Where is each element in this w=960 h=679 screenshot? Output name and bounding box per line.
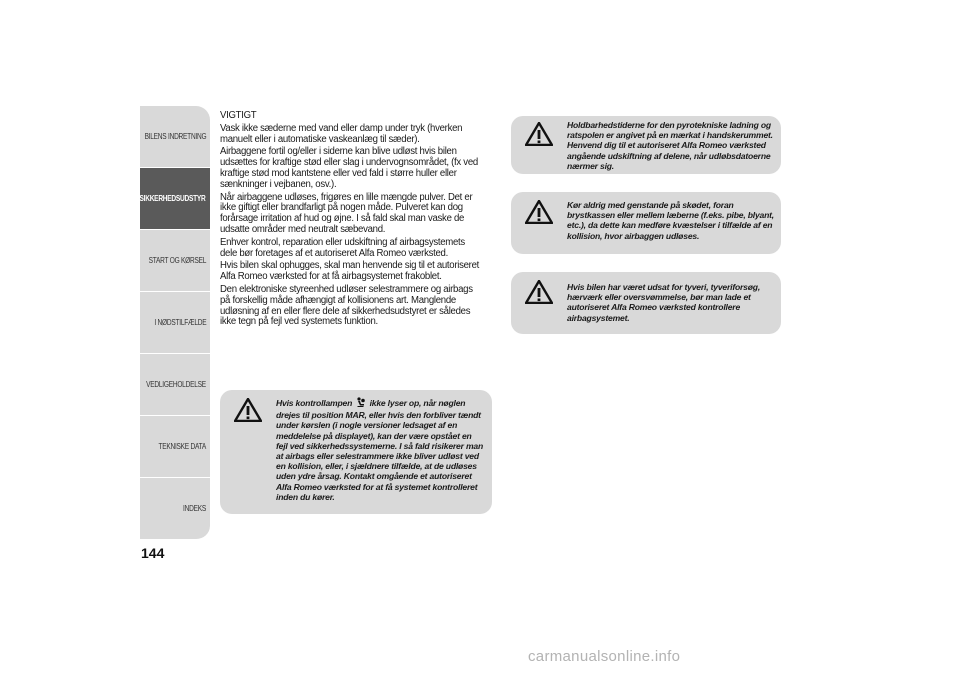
tab-i-nodstilfaelde[interactable]: I NØDSTILFÆLDE <box>140 292 210 354</box>
tab-tekniske-data[interactable]: TEKNISKE DATA <box>140 416 210 478</box>
warning-text: Kør aldrig med genstande på skødet, foran brystkassen eller mellem læberne (f.eks. pibe, blyant, etc.), da dette kan medføre kvæstelser i tilfælde af en kollision, hvor airbaggen udløses. <box>567 200 774 241</box>
paragraph: Den elektroniske styreenhed udløser selestrammere og airbags på forskellig måde afhængigt af kollisionens art. Manglende udløsning af en eller flere dele af sikkerhedsudstyret er således ikke tegn på fejl ved systemets funktion. <box>220 283 473 328</box>
tab-start-og-korsel[interactable]: START OG KØRSEL <box>140 230 210 292</box>
tab-indeks[interactable]: INDEKS <box>140 478 210 540</box>
warning-triangle-icon <box>525 280 553 304</box>
warning-triangle-icon <box>525 122 553 146</box>
warning-text-start: Hvis kontrollampen <box>276 398 353 408</box>
watermark: carmanualsonline.info <box>528 648 681 665</box>
warning-text: Holdbarhedstiderne for den pyrotekniske ladning og ratspolen er angivet på en mærkat i handskerummet. Henvend dig til et autoriseret Alfa Romeo værksted angående udskiftning af delene, når udløbsdatoerne nærmer sig. <box>567 120 773 171</box>
airbag-lamp-icon <box>356 397 365 410</box>
warning-text: Hvis bilen har været udsat for tyveri, tyveriforsøg, hærværk eller oversvømmelse, bør man lade et autoriseret Alfa Romeo værksted kontrollere airbagsystemet. <box>567 282 761 323</box>
chapter-tabs <box>140 106 210 540</box>
warning-triangle-icon <box>525 200 553 224</box>
paragraph: Vask ikke sæderne med vand eller damp under tryk (hverken manuelt eller i automatiske vaskeanlæg til sæder). <box>220 122 463 145</box>
warning-triangle-icon <box>234 398 262 422</box>
paragraph: Enhver kontrol, reparation eller udskiftning af airbagsystemets dele bør foretages af et autoriseret Alfa Romeo værksted. <box>220 236 465 259</box>
warning-text: ikke lyser op, når nøglen drejes til position MAR, eller hvis den forbliver tændt under kørslen (i nogle versioner ledsaget af en meddelelse på displayet), kan der være opstået en fejl ved sikkerhedssystemerne. I så fald risikerer man at airbags eller selestrammere ikke bliver udløst ved en kollision, eller, i sjældnere tilfælde, at de udløses uden ydre årsag. Kontakt omgående et autoriseret Alfa Romeo værksted for at få systemet kontrolleret inden du kører. <box>276 398 484 502</box>
warning-box-airbag-lamp <box>220 390 492 514</box>
paragraph: Airbaggene fortil og/eller i siderne kan blive udløst hvis bilen udsættes for kraftige stød eller slag i undervognsområdet, (fx ved kraftige stød mod kantstene eller ved fald i større huller eller sænkninger i vejbanen, osv.). <box>220 146 478 190</box>
paragraph: Når airbaggene udløses, frigøres en lille mængde pulver. Det er ikke giftigt eller brandfarligt på nogen måde. Pulveret kan dog forårsage irritation af hud og øjne. I så fald skal man vaske de udsatte områder med neutralt sæbevand. <box>220 191 473 235</box>
warning-box-objects <box>511 192 781 254</box>
tab-vedligeholdelse[interactable]: VEDLIGEHOLDELSE <box>140 354 210 416</box>
paragraph: Hvis bilen skal ophugges, skal man henvende sig til et autoriseret Alfa Romeo værksted for at få airbagsystemet frakoblet. <box>220 260 480 283</box>
heading-vigtigt: VIGTIGT <box>220 110 257 121</box>
tab-sikkerhedsudstyr[interactable]: SIKKERHEDSUDSTYR <box>140 168 210 230</box>
body-text <box>220 111 492 330</box>
warning-box-pyrotechnic <box>511 116 781 174</box>
warning-box-theft <box>511 272 781 334</box>
tab-bilens-indretning[interactable]: BILENS INDRETNING <box>140 106 210 168</box>
page-number: 144 <box>141 545 165 561</box>
